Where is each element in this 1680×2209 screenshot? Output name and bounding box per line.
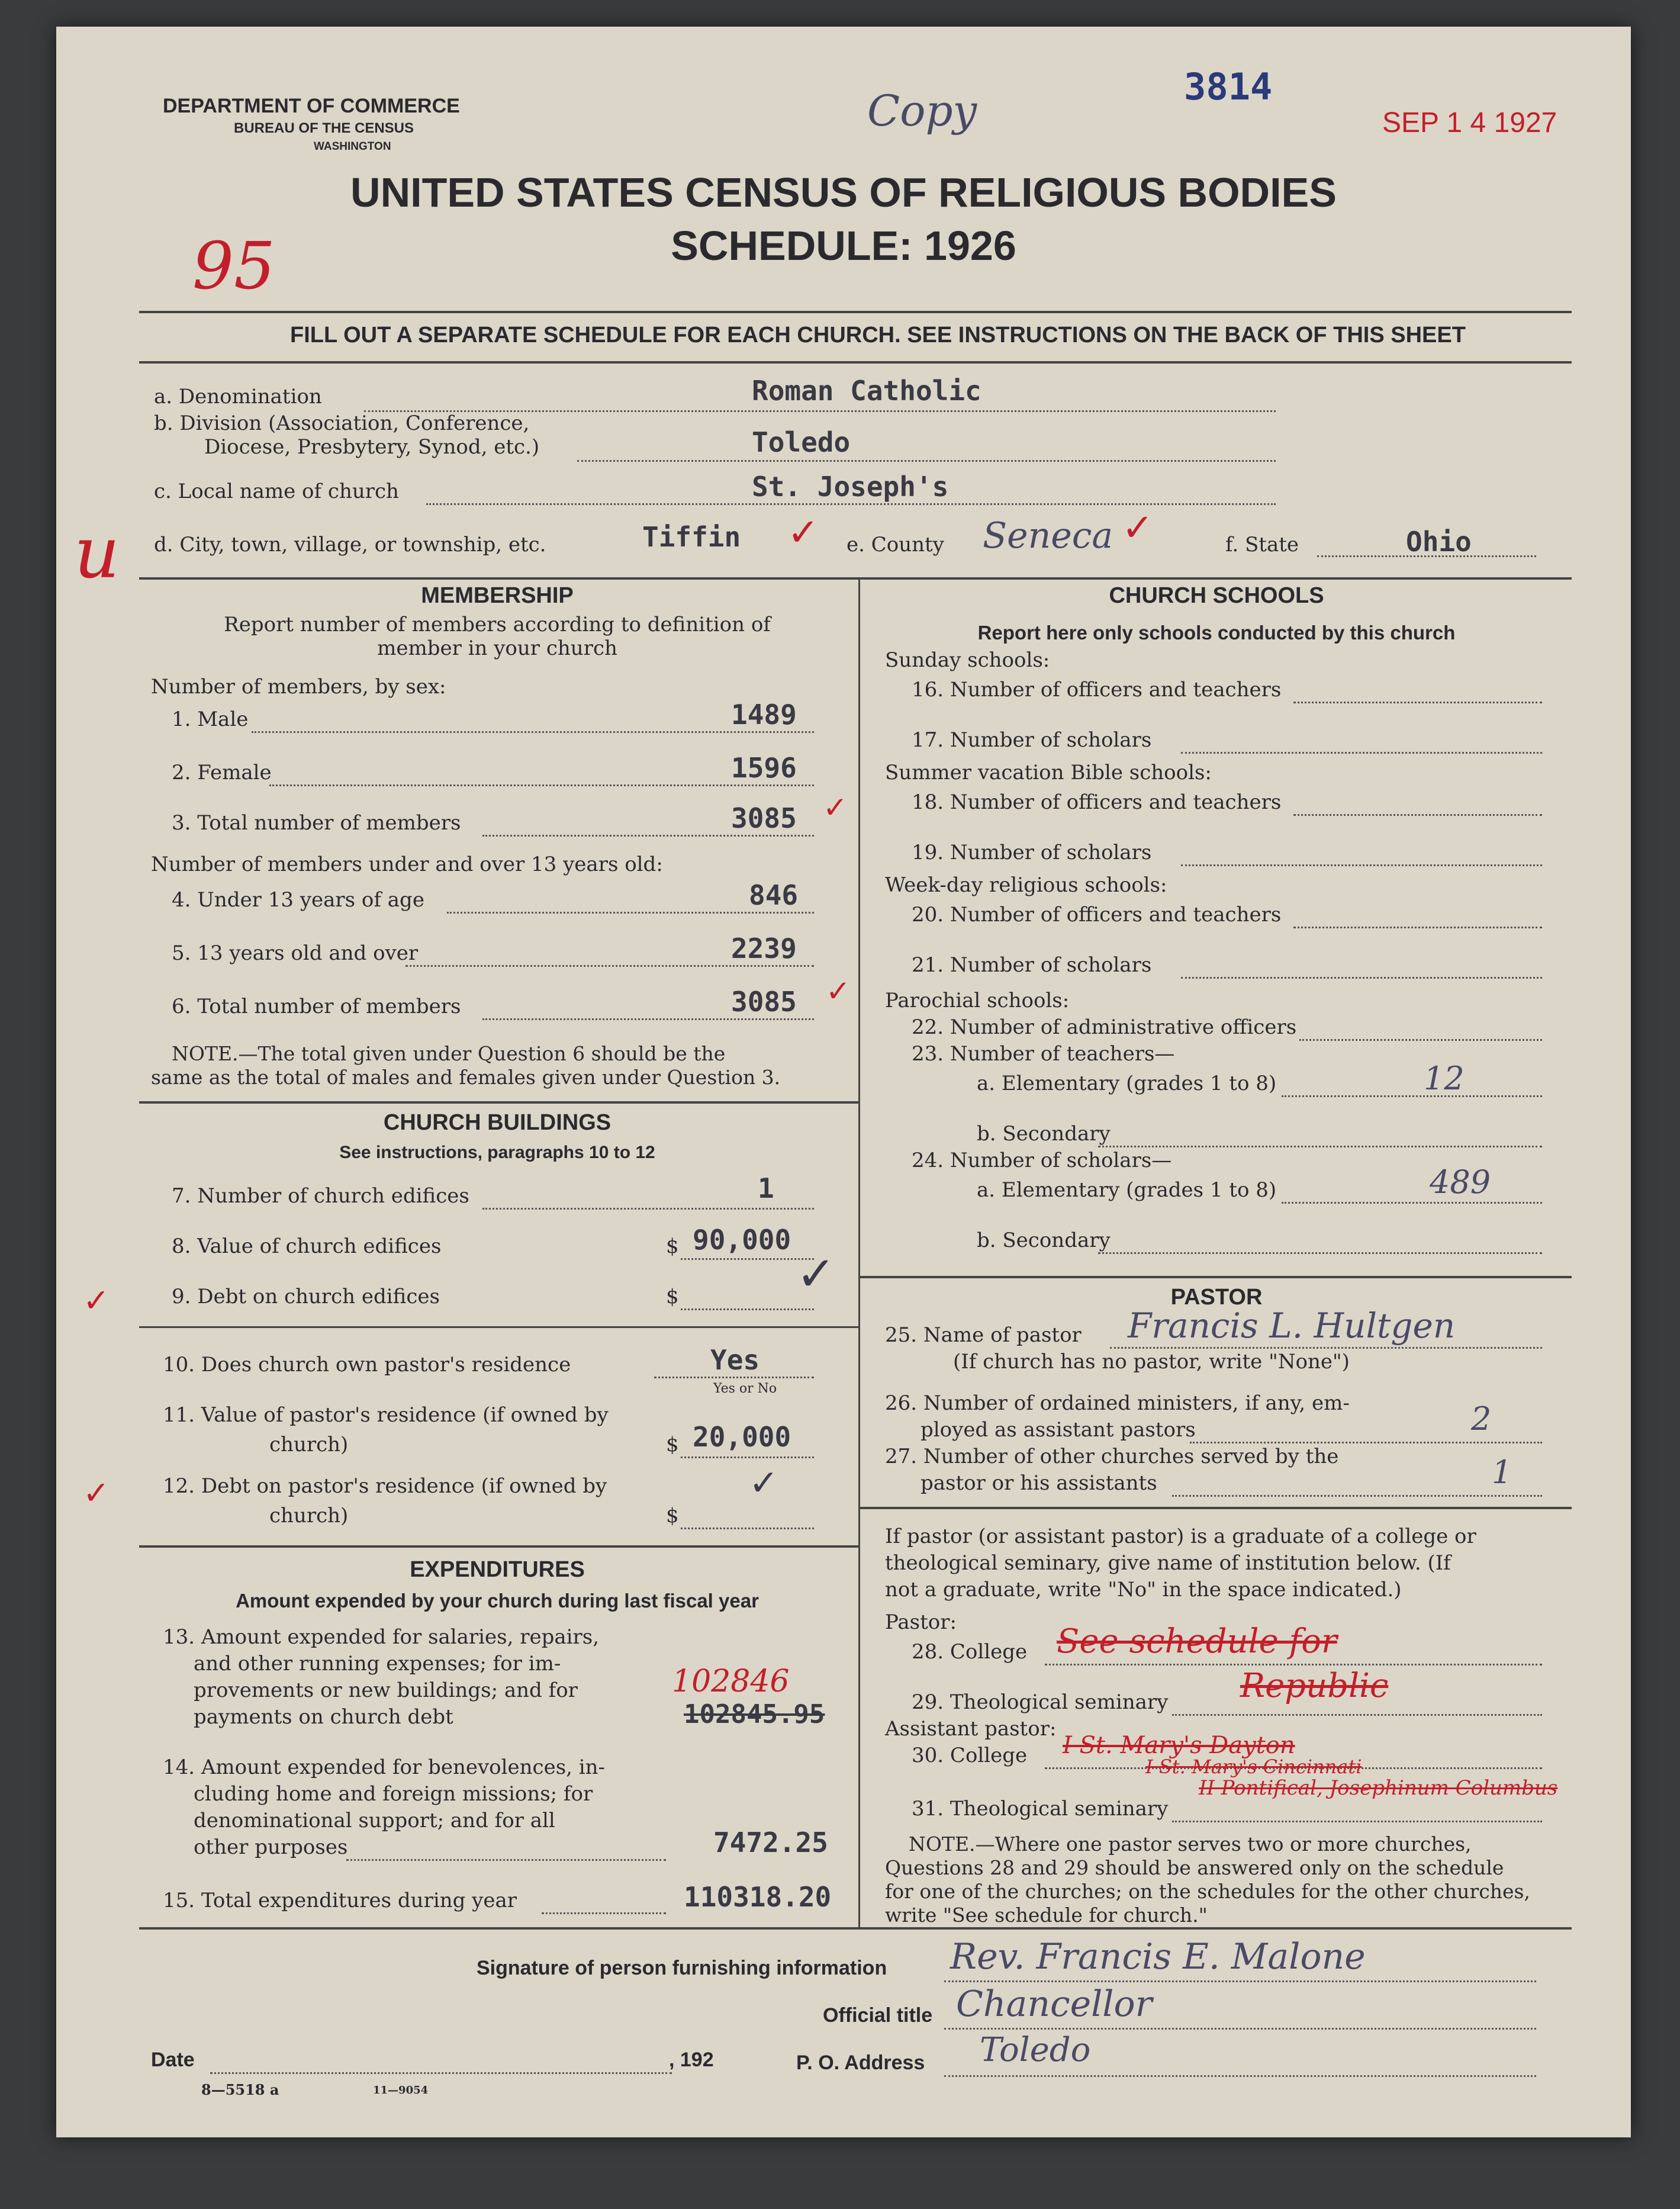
official-title-line (944, 2028, 1536, 2030)
q15-label: 15. Total expenditures during year (163, 1889, 517, 1912)
q26-label-1: 26. Number of ordained ministers, if any, em- (885, 1391, 1350, 1415)
grad-note-3: not a graduate, write "No" in the space indicated.) (885, 1578, 1402, 1602)
q15-line (542, 1912, 666, 1914)
q11-line (681, 1456, 814, 1458)
grad-note-2: theological seminary, give name of institution below. (If (885, 1551, 1451, 1575)
local-name-value: St. Joseph's (752, 471, 949, 503)
q10-value: Yes (710, 1344, 760, 1376)
q13-line-4: payments on church debt (194, 1705, 453, 1729)
q31-value: II Pontifical, Josephinum Columbus (1199, 1776, 1558, 1800)
q12-margin-check: ✓ (83, 1474, 110, 1512)
q11-label-1: 11. Value of pastor's residence (if owned by (163, 1403, 609, 1427)
q14-line-3: denominational support; and for all (194, 1809, 555, 1832)
q26-label-2: ployed as assistant pastors (921, 1418, 1196, 1442)
q27-label-1: 27. Number of other churches served by the (885, 1445, 1339, 1468)
q24a-value: 489 (1430, 1163, 1491, 1201)
date-year: , 192 (669, 2049, 714, 2071)
signature-value: Rev. Francis E. Malone (950, 1936, 1366, 1978)
q12-check: ✓ (749, 1462, 779, 1504)
q29-value: Republic (1240, 1667, 1389, 1705)
form-title: UNITED STATES CENSUS OF RELIGIOUS BODIES (350, 169, 1337, 216)
q28-label: 28. College (912, 1640, 1028, 1664)
q4-label: 4. Under 13 years of age (172, 888, 424, 912)
q25-value: Francis L. Hultgen (1128, 1306, 1456, 1346)
q1-line (252, 731, 814, 733)
q29-label: 29. Theological seminary (912, 1690, 1169, 1714)
pastor-title: PASTOR (1170, 1285, 1263, 1310)
q7-label: 7. Number of church edifices (172, 1184, 469, 1208)
q16-label: 16. Number of officers and teachers (912, 678, 1282, 702)
pastor-note-4: write "See schedule for church." (885, 1903, 1208, 1927)
q26-line (1190, 1442, 1542, 1443)
pastor-note-1: NOTE.—Where one pastor serves two or more churches, (909, 1832, 1472, 1856)
q19-label: 19. Number of scholars (912, 841, 1152, 864)
q22-label: 22. Number of administrative officers (912, 1015, 1297, 1039)
q25-hint: (If church has no pastor, write "None") (953, 1350, 1350, 1374)
q11-dollar: $ (666, 1433, 679, 1456)
q9-label: 9. Debt on church edifices (172, 1285, 440, 1308)
q27-line (1172, 1495, 1542, 1497)
q16-line (1293, 702, 1542, 703)
q6-label: 6. Total number of members (172, 995, 461, 1018)
census-schedule-sheet (56, 27, 1631, 2137)
signature-label: Signature of person furnishing information (477, 1957, 887, 1979)
q6-value: 3085 (731, 986, 797, 1018)
margin-note: 95 (192, 228, 275, 304)
division-label-2: Diocese, Presbytery, Synod, etc.) (204, 435, 540, 459)
q23b-label: b. Secondary (977, 1122, 1111, 1146)
county-check: ✓ (1122, 506, 1154, 550)
asst-heading: Assistant pastor: (885, 1717, 1057, 1741)
q9-check: ✓ (796, 1246, 836, 1301)
schools-rule (858, 1276, 1572, 1278)
q30-label: 30. College (912, 1744, 1028, 1767)
city-value: Tiffin (642, 521, 741, 553)
q10-label: 10. Does church own pastor's residence (163, 1353, 571, 1377)
q11-label-2: church) (269, 1433, 349, 1456)
q24a-label: a. Elementary (grades 1 to 8) (977, 1178, 1277, 1202)
q4-line (447, 912, 814, 914)
state-line (1317, 555, 1536, 557)
header-rule-bottom (139, 361, 1572, 364)
pastor-note-3: for one of the churches; on the schedules for the other churches, (885, 1880, 1530, 1903)
form-instruction: FILL OUT A SEPARATE SCHEDULE FOR EACH CHURCH. SEE INSTRUCTIONS ON THE BACK OF THIS SHEET (290, 323, 1466, 348)
q3-label: 3. Total number of members (172, 811, 461, 835)
parochial-heading: Parochial schools: (885, 989, 1070, 1012)
q13-line-1: 13. Amount expended for salaries, repairs, (163, 1625, 600, 1649)
buildings-intro: See instructions, paragraphs 10 to 12 (339, 1143, 655, 1162)
q26-value: 2 (1471, 1400, 1492, 1438)
weekday-heading: Week-day religious schools: (885, 873, 1167, 897)
header-rule-top (139, 311, 1572, 313)
buildings-title: CHURCH BUILDINGS (383, 1110, 612, 1135)
grad-note-1: If pastor (or assistant pastor) is a graduate of a college or (885, 1525, 1476, 1548)
pastor-note-2: Questions 28 and 29 should be answered only on the schedule (885, 1856, 1504, 1879)
division-line (577, 460, 1276, 462)
q18-label: 18. Number of officers and teachers (912, 790, 1282, 814)
q8-label: 8. Value of church edifices (172, 1234, 442, 1258)
sunday-heading: Sunday schools: (885, 648, 1050, 672)
q6-line (482, 1018, 814, 1020)
q10-line (654, 1377, 814, 1378)
q19-line (1181, 864, 1542, 866)
membership-note-2: same as the total of males and females given under Question 3. (151, 1066, 781, 1089)
official-title-label: Official title (823, 2004, 933, 2027)
official-title-value: Chancellor (956, 1983, 1153, 2025)
division-value: Toledo (752, 426, 851, 458)
q24a-line (1282, 1202, 1542, 1204)
q2-line (269, 784, 814, 786)
denomination-value: Roman Catholic (752, 375, 981, 407)
q12-label-1: 12. Debt on pastor's residence (if owned by (163, 1474, 607, 1498)
membership-title: MEMBERSHIP (421, 583, 574, 608)
q3-value: 3085 (731, 802, 797, 834)
q13-value: 102845.95 (684, 1699, 825, 1729)
form-number: 8—5518 a (201, 2081, 279, 2098)
bureau-name: BUREAU OF THE CENSUS (234, 120, 414, 136)
q1-label: 1. Male (172, 708, 249, 731)
q21-line (1181, 977, 1542, 979)
q23a-line (1282, 1095, 1542, 1097)
date-stamp: SEP 1 4 1927 (1382, 107, 1557, 139)
po-address-value: Toledo (980, 2031, 1091, 2069)
q22-line (1299, 1039, 1542, 1041)
denomination-label: a. Denomination (154, 385, 322, 409)
q20-label: 20. Number of officers and teachers (912, 903, 1282, 927)
expenditures-title: EXPENDITURES (410, 1557, 585, 1582)
q14-line (346, 1859, 666, 1861)
q18-line (1293, 814, 1542, 816)
footer-rule (139, 1927, 1572, 1930)
signature-line (944, 1980, 1536, 1982)
city-check: ✓ (787, 511, 819, 555)
po-address-line (944, 2075, 1536, 2077)
q10-hint: Yes or No (713, 1381, 777, 1396)
membership-intro-1: Report number of members according to definition of (224, 613, 771, 636)
pastor-rule (858, 1507, 1572, 1509)
state-value: Ohio (1406, 526, 1472, 558)
local-name-line (426, 503, 1276, 505)
q3-check: ✓ (823, 790, 848, 825)
po-address-label: P. O. Address (796, 2052, 925, 2074)
q3-line (482, 835, 814, 837)
q20-line (1293, 927, 1542, 928)
membership-intro-2: member in your church (377, 636, 617, 660)
county-label: e. County (847, 533, 944, 557)
q2-label: 2. Female (172, 761, 272, 784)
buildings-rule-2 (139, 1545, 858, 1548)
city-label: d. City, town, village, or township, etc. (154, 533, 546, 557)
q14-line-2: cluding home and foreign missions; for (194, 1782, 593, 1806)
copy-note: Copy (867, 86, 977, 136)
q24-label: 24. Number of scholars— (912, 1149, 1172, 1172)
q17-line (1181, 752, 1542, 754)
buildings-rule (139, 1326, 858, 1328)
q5-line (405, 965, 814, 967)
q5-value: 2239 (731, 933, 797, 964)
q8-value: 90,000 (693, 1224, 791, 1256)
membership-rule (139, 1101, 858, 1104)
q6-check: ✓ (826, 974, 851, 1008)
q23b-line (1098, 1146, 1542, 1147)
q25-line (1110, 1347, 1542, 1349)
q28-value: See schedule for (1057, 1622, 1337, 1661)
q25-label: 25. Name of pastor (885, 1323, 1082, 1347)
q14-value: 7472.25 (713, 1827, 828, 1858)
q31-line (1172, 1821, 1542, 1822)
state-label: f. State (1225, 533, 1299, 557)
by-sex-heading: Number of members, by sex: (151, 675, 446, 699)
q4-value: 846 (749, 879, 799, 911)
q31-label: 31. Theological seminary (912, 1797, 1169, 1821)
column-divider (858, 577, 860, 1927)
membership-note-1: NOTE.—The total given under Question 6 should be the (172, 1042, 726, 1065)
q8-dollar: $ (666, 1234, 679, 1258)
dept-name: DEPARTMENT OF COMMERCE (163, 95, 460, 117)
q21-label: 21. Number of scholars (912, 953, 1152, 977)
division-label-1: b. Division (Association, Conference, (154, 411, 530, 435)
document-number: 3814 (1184, 65, 1273, 108)
by-age-heading: Number of members under and over 13 years old: (151, 853, 663, 876)
q27-label-2: pastor or his assistants (921, 1471, 1157, 1495)
q14-line-1: 14. Amount expended for benevolences, in- (163, 1755, 606, 1779)
section-rule (139, 577, 1572, 580)
q23a-label: a. Elementary (grades 1 to 8) (977, 1072, 1277, 1095)
q17-label: 17. Number of scholars (912, 728, 1152, 752)
local-name-label: c. Local name of church (154, 480, 399, 503)
q12-label-2: church) (269, 1504, 349, 1528)
bureau-city: WASHINGTON (314, 140, 391, 153)
schools-intro: Report here only schools conducted by this church (977, 622, 1456, 644)
q29-line (1172, 1714, 1542, 1716)
q30-value-1: I St. Mary's Dayton (1063, 1732, 1295, 1759)
q7-value: 1 (758, 1172, 774, 1204)
schools-title: CHURCH SCHOOLS (1109, 583, 1324, 608)
print-number: 11—9054 (373, 2084, 429, 2097)
q9-line (681, 1308, 814, 1310)
q13-line-2: and other running expenses; for im- (194, 1652, 561, 1676)
summer-heading: Summer vacation Bible schools: (885, 761, 1212, 784)
margin-mark: u (74, 512, 120, 594)
q1-value: 1489 (731, 699, 797, 731)
pastor-heading: Pastor: (885, 1610, 957, 1634)
q23a-value: 12 (1424, 1060, 1465, 1097)
q13-line-3: provements or new buildings; and for (194, 1679, 578, 1702)
q23-label: 23. Number of teachers— (912, 1042, 1175, 1066)
q12-dollar: $ (666, 1504, 679, 1528)
q12-line (681, 1528, 814, 1529)
county-value: Seneca (983, 515, 1113, 557)
q30-value-2: I St. Mary's Cincinnati (1145, 1755, 1362, 1778)
q2-value: 1596 (731, 752, 797, 784)
q28-line (1045, 1664, 1542, 1665)
q7-line (482, 1208, 814, 1210)
q5-label: 5. 13 years old and over (172, 941, 419, 965)
q9-dollar: $ (666, 1285, 679, 1308)
q24b-line (1098, 1252, 1542, 1254)
date-label: Date (151, 2049, 195, 2071)
q11-value: 20,000 (693, 1421, 791, 1453)
q8-line (681, 1258, 814, 1260)
q14-line-4: other purposes (194, 1835, 348, 1859)
q15-value: 110318.20 (684, 1881, 832, 1913)
date-line (210, 2072, 672, 2074)
q24b-label: b. Secondary (977, 1229, 1111, 1252)
q13-correction: 102846 (672, 1664, 790, 1699)
expenditures-intro: Amount expended by your church during last fiscal year (236, 1590, 759, 1612)
q9-margin-check: ✓ (83, 1282, 110, 1319)
form-subtitle: SCHEDULE: 1926 (671, 223, 1016, 269)
q27-value: 1 (1492, 1454, 1512, 1491)
